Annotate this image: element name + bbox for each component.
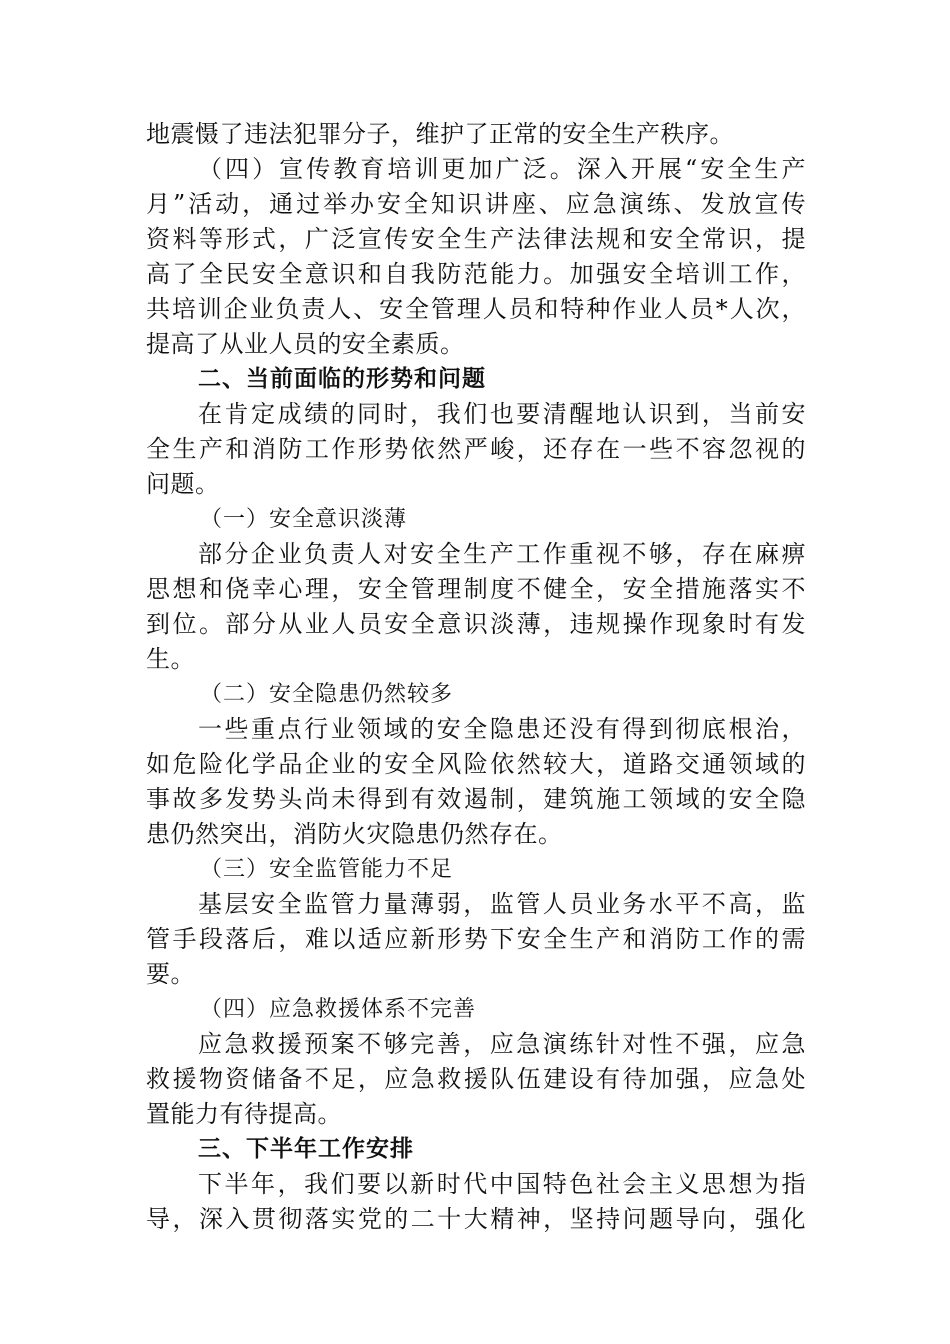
section-heading: 二、当前面临的形势和问题 [198,366,486,392]
subsection-heading: （二）安全隐患仍然较多 [200,682,454,707]
paragraph-line: 置能力有待提高。 [146,1100,342,1128]
paragraph-line: （四）宣传教育培训更加广泛。深入开展“安全生产 [198,155,806,183]
subsection-heading: （四）应急救援体系不完善 [200,997,477,1022]
paragraph-line: 地震慑了违法犯罪分子，维护了正常的安全生产秩序。 [146,120,734,148]
paragraph-line: 高了全民安全意识和自我防范能力。加强安全培训工作， [146,260,806,288]
paragraph-line: 救援物资储备不足，应急救援队伍建设有待加强，应急处 [146,1065,806,1093]
paragraph-line: 共培训企业负责人、安全管理人员和特种作业人员*人次， [146,295,806,323]
paragraph-line: 如危险化学品企业的安全风险依然较大，道路交通领域的 [146,750,806,778]
paragraph-line: 思想和侥幸心理，安全管理制度不健全，安全措施落实不 [146,575,806,603]
paragraph-line: 事故多发势头尚未得到有效遏制，建筑施工领域的安全隐 [146,785,806,813]
paragraph-line: 提高了从业人员的安全素质。 [146,330,465,358]
paragraph-line: 到位。部分从业人员安全意识淡薄，违规操作现象时有发 [146,610,806,638]
subsection-heading: （一）安全意识淡薄 [200,507,408,532]
paragraph-line: 管手段落后，难以适应新形势下安全生产和消防工作的需 [146,925,806,953]
paragraph-line: 下半年，我们要以新时代中国特色社会主义思想为指 [198,1170,806,1198]
paragraph-line: 部分企业负责人对安全生产工作重视不够，存在麻痹 [198,540,806,568]
paragraph-line: 问题。 [146,470,220,498]
paragraph-line: 在肯定成绩的同时，我们也要清醒地认识到，当前安 [198,400,806,428]
paragraph-line: 一些重点行业领域的安全隐患还没有得到彻底根治， [198,715,806,743]
paragraph-line: 生。 [146,645,195,673]
paragraph-line: 全生产和消防工作形势依然严峻，还存在一些不容忽视的 [146,435,806,463]
document-body [146,117,806,1237]
subsection-heading: （三）安全监管能力不足 [200,857,454,882]
paragraph-line: 月”活动，通过举办安全知识讲座、应急演练、发放宣传 [146,190,806,218]
paragraph-line: 资料等形式，广泛宣传安全生产法律法规和安全常识，提 [146,225,806,253]
paragraph-line: 基层安全监管力量薄弱，监管人员业务水平不高，监 [198,890,806,918]
paragraph-line: 导，深入贯彻落实党的二十大精神，坚持问题导向，强化 [146,1205,806,1233]
section-heading: 三、下半年工作安排 [198,1136,414,1162]
paragraph-line: 要。 [146,960,195,988]
paragraph-line: 患仍然突出，消防火灾隐患仍然存在。 [146,820,563,848]
paragraph-line: 应急救援预案不够完善，应急演练针对性不强，应急 [198,1030,806,1058]
